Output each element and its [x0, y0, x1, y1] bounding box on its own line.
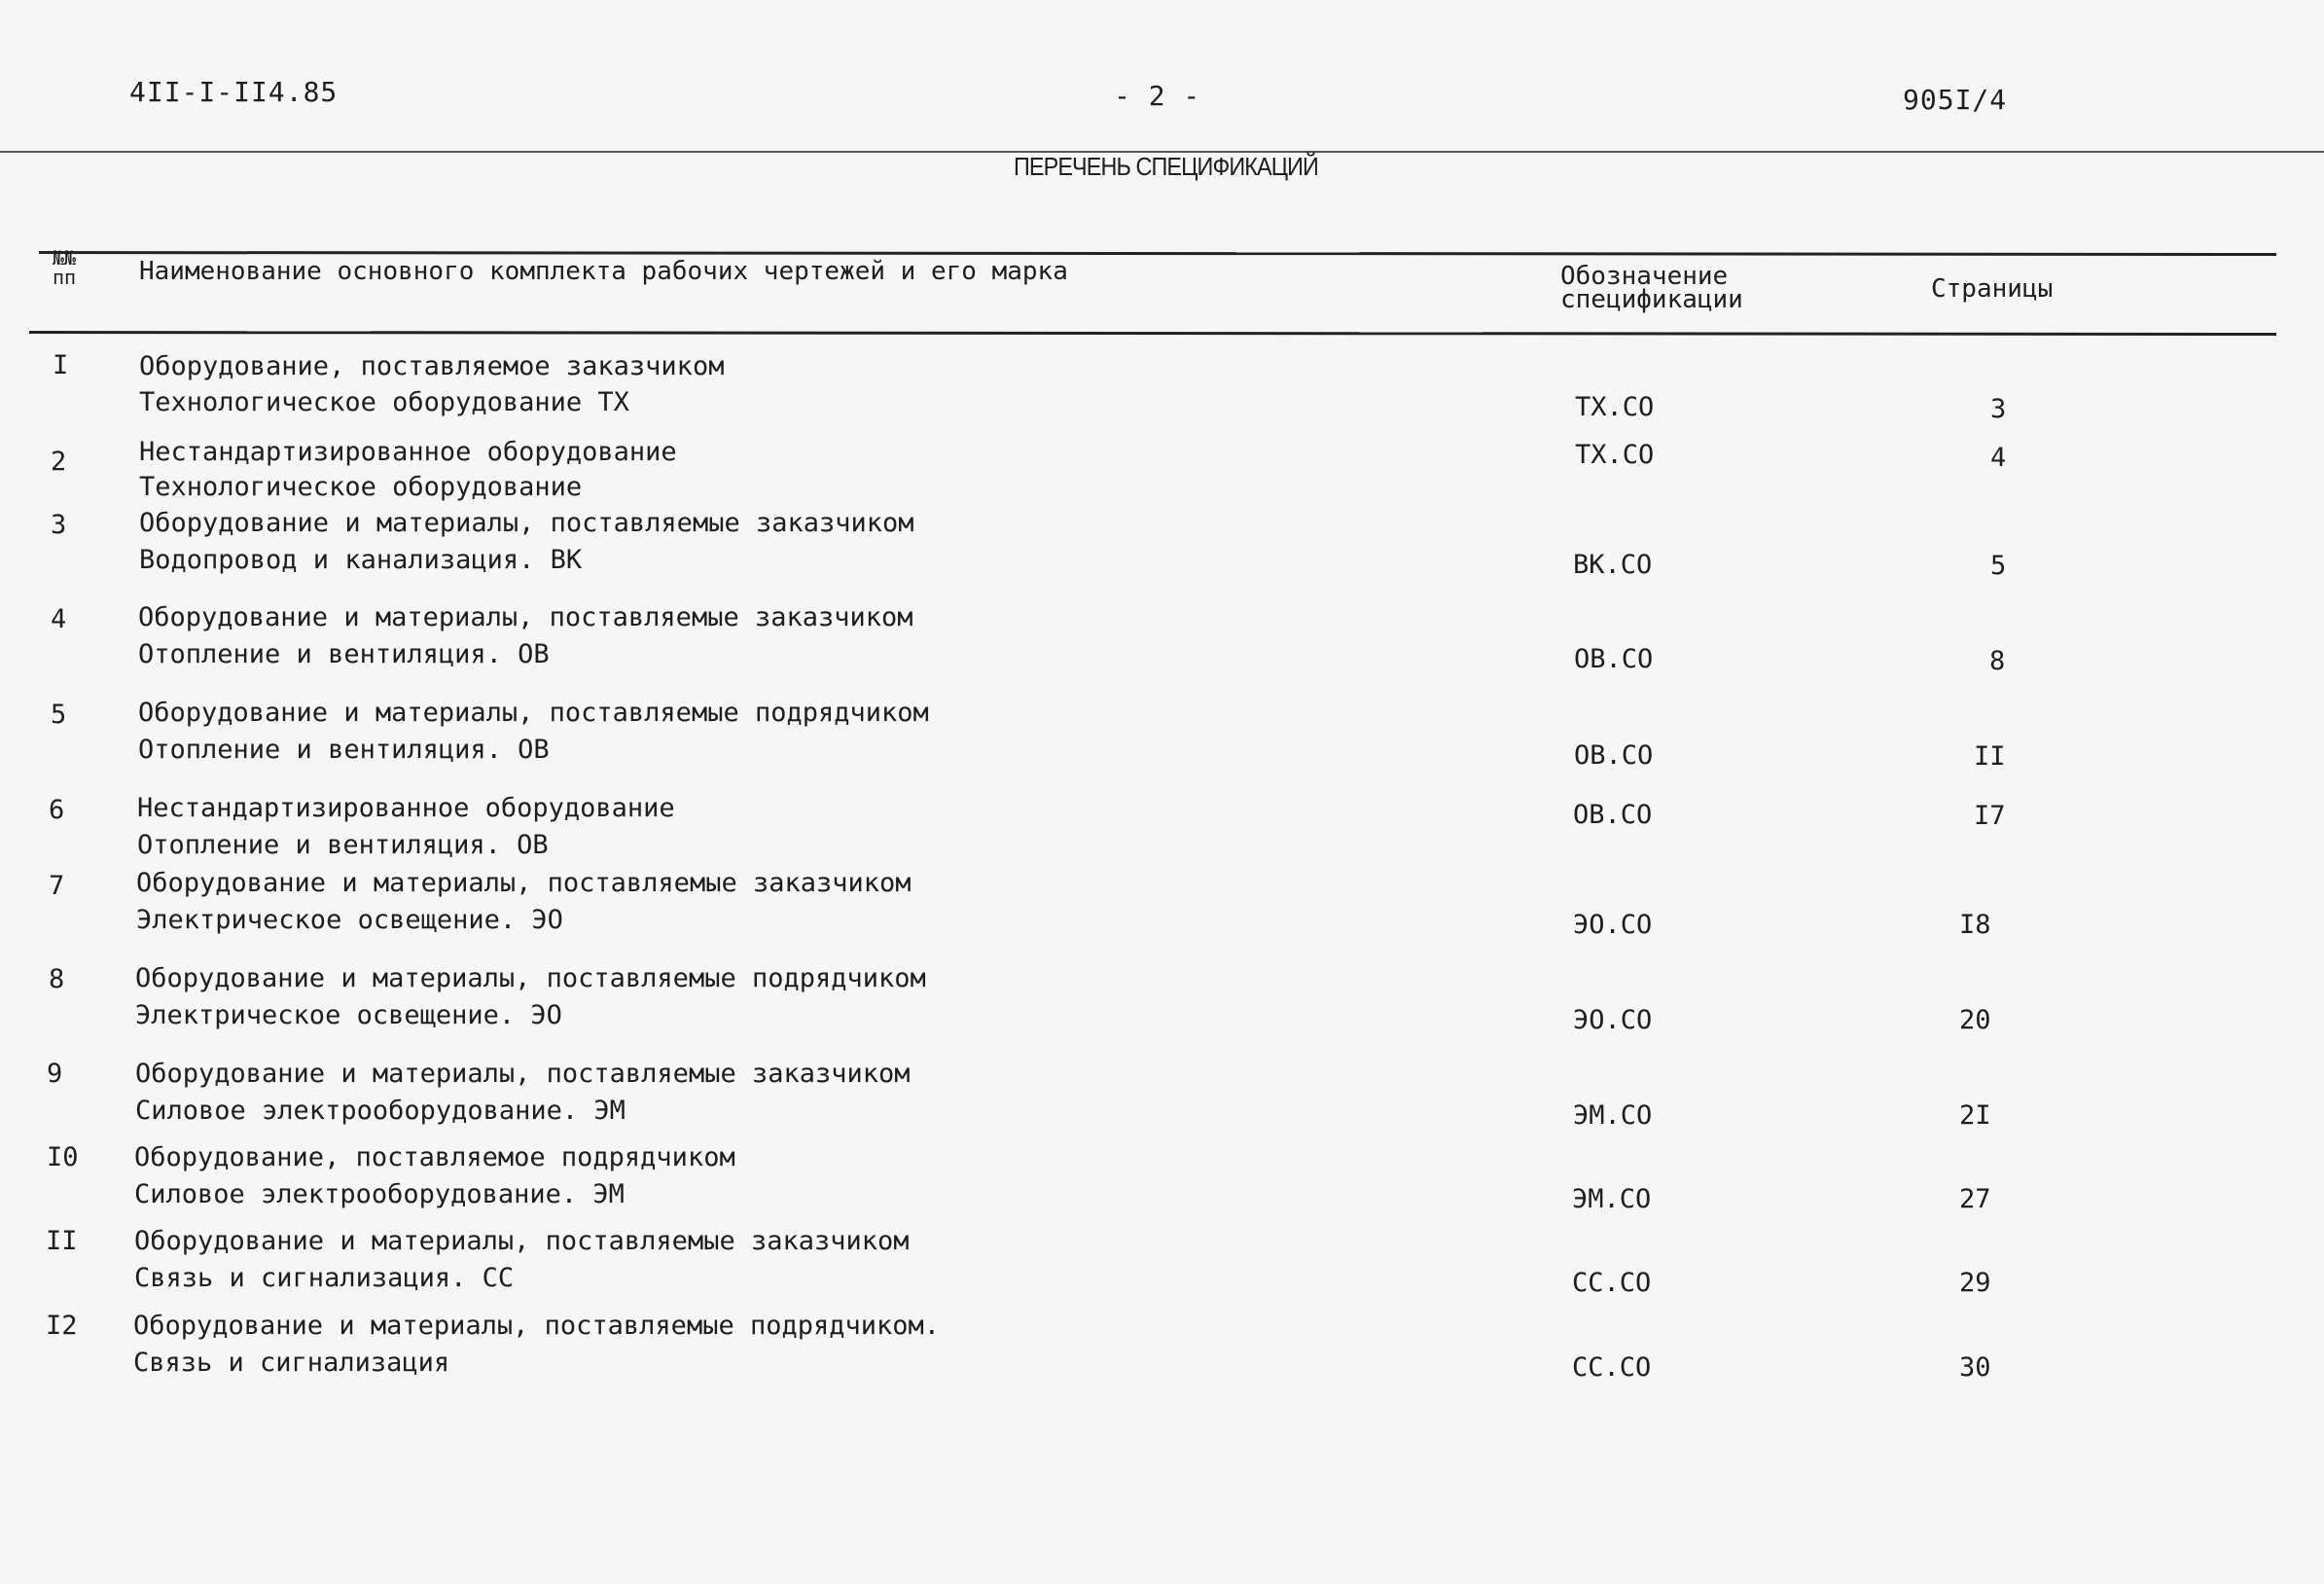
- row-page: 5: [1990, 551, 2007, 581]
- row-number: 6: [49, 795, 65, 825]
- row-designation: ВК.СО: [1573, 550, 1653, 580]
- row-title: Оборудование и материалы, поставляемые подрядчиком.: [133, 1311, 941, 1341]
- row-title: Оборудование, поставляемое подрядчиком: [134, 1142, 735, 1172]
- row-number: 2: [51, 447, 67, 477]
- row-page: II: [1974, 741, 2006, 772]
- row-number: 4: [51, 604, 67, 634]
- row-number: I0: [47, 1142, 79, 1172]
- row-number: 8: [49, 964, 65, 994]
- table-header-rule: [29, 331, 2276, 336]
- row-page: 29: [1959, 1268, 1991, 1298]
- row-designation: СС.СО: [1572, 1268, 1652, 1298]
- row-subtitle: Отопление и вентиляция. ОВ: [137, 830, 549, 860]
- column-header-number: [53, 248, 76, 287]
- row-title: Оборудование и материалы, поставляемые подрядчиком: [135, 963, 926, 993]
- row-designation: ЭО.СО: [1573, 1005, 1653, 1035]
- row-subtitle: Электрическое освещение. ЭО: [136, 905, 563, 935]
- row-page: 20: [1959, 1005, 1991, 1035]
- row-page: I8: [1959, 910, 1991, 940]
- row-page: 2I: [1959, 1100, 1991, 1131]
- row-title: Нестандартизированное оборудование: [139, 437, 677, 467]
- row-number: I2: [46, 1311, 78, 1341]
- row-title: Оборудование и материалы, поставляемые заказчиком: [135, 1059, 911, 1089]
- row-number: II: [46, 1226, 78, 1256]
- row-subtitle: Отопление и вентиляция. ОВ: [138, 735, 550, 765]
- row-subtitle: Технологическое оборудование: [139, 472, 583, 502]
- row-page: I7: [1974, 801, 2006, 831]
- row-subtitle: Связь и сигнализация: [133, 1348, 450, 1378]
- row-title: Нестандартизированное оборудование: [137, 793, 675, 823]
- column-header-designation-line1: Обозначение: [1560, 262, 1729, 291]
- row-subtitle: Технологическое оборудование ТХ: [139, 387, 629, 417]
- row-number: 7: [49, 871, 65, 901]
- row-page: 4: [1990, 443, 2007, 473]
- row-designation: ЭО.СО: [1573, 910, 1653, 940]
- row-designation: ОВ.СО: [1574, 740, 1654, 771]
- row-number: 5: [51, 700, 67, 730]
- row-subtitle: Электрическое освещение. ЭО: [135, 1000, 562, 1030]
- row-designation: СС.СО: [1572, 1352, 1652, 1383]
- sheet-code: 905I/4: [1903, 84, 2008, 116]
- row-subtitle: Связь и сигнализация. СС: [134, 1263, 515, 1293]
- row-number: I: [53, 350, 69, 380]
- row-title: Оборудование, поставляемое заказчиком: [139, 351, 725, 381]
- row-subtitle: Водопровод и канализация. ВК: [139, 545, 583, 575]
- row-designation: ОВ.СО: [1573, 800, 1653, 830]
- row-title: Оборудование и материалы, поставляемые заказчиком: [134, 1226, 910, 1256]
- row-designation: ТХ.СО: [1575, 440, 1655, 470]
- column-header-designation-line2: спецификации: [1560, 285, 1743, 314]
- row-designation: ЭМ.СО: [1572, 1184, 1652, 1214]
- column-header-designation: [1560, 262, 1743, 314]
- row-title: Оборудование и материалы, поставляемые заказчиком: [136, 868, 912, 898]
- column-header-pages: Страницы: [1931, 274, 2054, 304]
- row-page: 30: [1959, 1352, 1991, 1383]
- row-subtitle: Силовое электрооборудование. ЭМ: [135, 1096, 626, 1126]
- page-title: ПЕРЕЧЕНЬ СПЕЦИФИКАЦИЙ: [1014, 152, 1318, 181]
- page-number: - 2 -: [1114, 80, 1201, 112]
- row-number: 9: [47, 1059, 63, 1089]
- row-number: 3: [51, 510, 67, 540]
- table-top-rule: [39, 251, 2276, 256]
- row-subtitle: Силовое электрооборудование. ЭМ: [134, 1179, 625, 1209]
- row-designation: ОВ.СО: [1574, 644, 1654, 674]
- row-subtitle: Отопление и вентиляция. ОВ: [138, 639, 550, 669]
- row-designation: ТХ.СО: [1575, 392, 1655, 422]
- column-header-number-line1: №№: [53, 246, 77, 270]
- row-title: Оборудование и материалы, поставляемые подрядчиком: [138, 698, 929, 728]
- row-page: 27: [1959, 1184, 1991, 1214]
- row-designation: ЭМ.СО: [1573, 1100, 1653, 1131]
- row-title: Оборудование и материалы, поставляемые заказчиком: [139, 508, 914, 538]
- row-page: 8: [1989, 646, 2006, 676]
- column-header-number-line2: пп: [53, 266, 77, 289]
- row-title: Оборудование и материалы, поставляемые заказчиком: [138, 602, 913, 632]
- document-code: 4II-I-II4.85: [129, 76, 339, 108]
- column-header-name: Наименование основного комплекта рабочих чертежей и его марка: [139, 257, 1068, 286]
- row-page: 3: [1990, 394, 2007, 424]
